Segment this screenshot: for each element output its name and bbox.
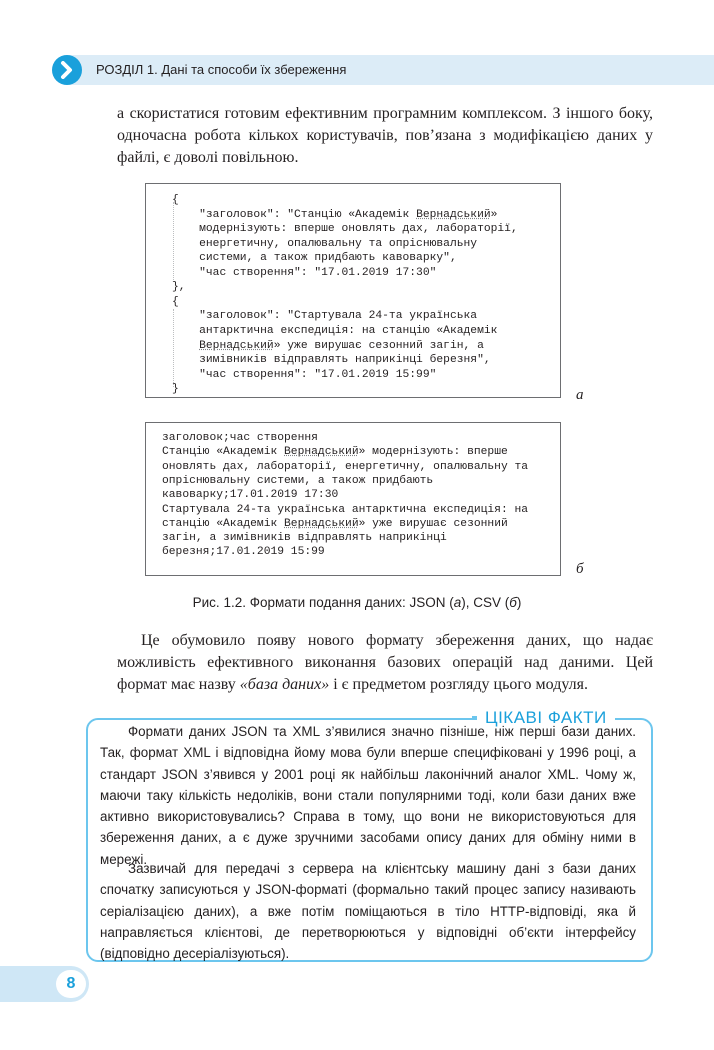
- figure-caption: [0, 595, 714, 610]
- json-example-box: [145, 183, 561, 398]
- body-paragraph-1: а скористатися готовим ефективним програмним комплексом. З іншого боку, одночасна робота кількох користувачів, пов’язана з модифікацією даних у файлі, є доволі повільною.: [117, 105, 653, 166]
- code-line: }: [172, 383, 179, 396]
- code-line: станцію «Академік Вернадський» уже вирушає сезонний: [162, 517, 508, 530]
- code-line: енергетичну, опалювальну та опріснювальну: [172, 237, 478, 250]
- code-line: загін, а зимівників відправлять наприкінці: [162, 532, 447, 545]
- code-line: кавоварку;17.01.2019 17:30: [162, 489, 339, 502]
- body-paragraph-2-text: Це обумовило появу нового формату збереження даних, що надає можливість ефективного виконання базових операцій над даними. Цей формат має назву «база даних» і є предметом розгляду цього модуля.: [117, 632, 653, 693]
- code-line: заголовок;час створення: [162, 432, 318, 444]
- body-paragraph-2: [117, 630, 653, 696]
- code-line: },: [172, 281, 186, 294]
- figure-label-b: б: [576, 561, 584, 577]
- code-line: березня;17.01.2019 15:99: [162, 546, 325, 559]
- code-line: "час створення": "17.01.2019 15:99": [172, 368, 437, 381]
- code-line: Вернадський» уже вирушає сезонний загін, а: [199, 339, 484, 352]
- page-number: 8: [56, 970, 86, 998]
- section-header: [52, 55, 714, 85]
- code-line: {: [172, 295, 179, 308]
- code-line: опріснювальну системи, а також придбають: [162, 474, 434, 487]
- code-line: "заголовок": "Станцію «Академік Вернадський»: [172, 208, 498, 221]
- facts-title: ЦІКАВІ ФАКТИ: [485, 708, 607, 727]
- facts-paragraph-1: Формати даних JSON та XML з’явилися значно пізніше, ніж перші бази даних. Так, формат XML і відповідна йому мова були вперше специфіковані у 1996 році, а стандарт JSON з’явився у 2001 році як найбільш лаконічний аналог XML. Чому ж, маючи таку кількість недоліків, вони стали популярними тоді, коли бази даних вже активно використовувались? Справа в тому, що вони не використовуються для збереження даних, а є дуже зручними засобами опису даних для обміну ними в мережі.: [100, 724, 636, 867]
- caption-text: Рис. 1.2. Формати подання даних: JSON (а), CSV (б): [192, 595, 522, 610]
- csv-example-box: [145, 422, 561, 576]
- section-title: РОЗДІЛ 1. Дані та способи їх збереження: [96, 62, 347, 77]
- figure-label-a: а: [576, 387, 584, 403]
- chevron-right-icon: [52, 55, 82, 85]
- code-line: Стартувала 24-та українська антарктична експедиція: на: [162, 503, 529, 516]
- facts-paragraph-2: Зазвичай для передачі з сервера на клієнтську машину дані з бази даних спочатку записуються у JSON-форматі (формально такий процес запису називають серіалізацією даних), а вже потім поміщаються в тіло HTTP-відповіді, яка й направляється клієнтові, де перетворюються у відповідні об’єкти інтерфейсу (відповідно десеріалізуються).: [100, 861, 636, 962]
- code-line: зимівників відправлять наприкінці березня",: [172, 354, 491, 367]
- code-line: оновлять дах, лабораторії, енергетичну, опалювальну та: [162, 460, 529, 473]
- code-line: модернізують: вперше оновлять дах, лабораторії,: [172, 223, 518, 236]
- code-line: Станцію «Академік Вернадський» модернізують: вперше: [162, 446, 508, 459]
- code-line: "заголовок": "Стартувала 24-та українська: [172, 310, 478, 323]
- code-line: {: [172, 194, 179, 206]
- code-line: "час створення": "17.01.2019 17:30": [172, 266, 437, 279]
- code-line: антарктична експедиція: на станцію «Академік: [172, 324, 498, 337]
- code-line: системи, а також придбають кавоварку",: [172, 252, 457, 265]
